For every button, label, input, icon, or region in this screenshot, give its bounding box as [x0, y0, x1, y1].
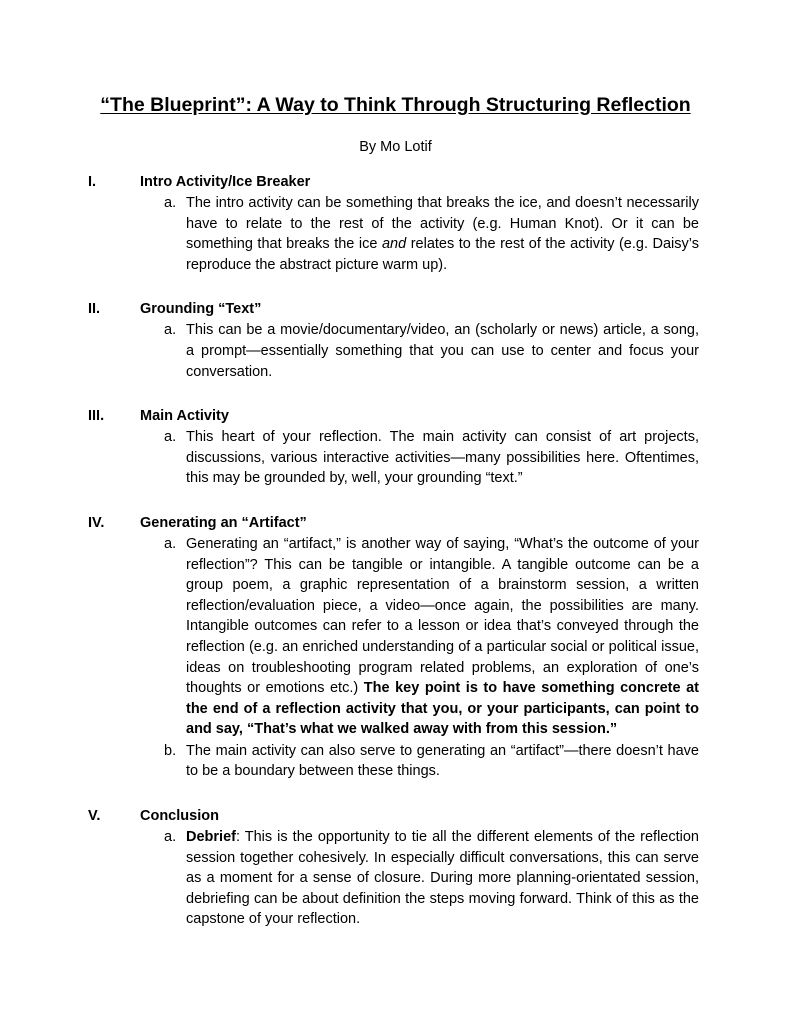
- list-item: [0, 741, 791, 782]
- item-text-key-point: The key point is to have something concrete at the end of a reflection activity that you, or your participants, can point to and say, “That’s what we walked away with from this session.”: [186, 680, 699, 738]
- item-text: [186, 827, 699, 930]
- section-heading: [0, 299, 791, 319]
- item-text-part1: The intro activity can be something that breaks the ice, and doesn’t necessarily have to relate to the rest of the activity (e.g. Human Knot). Or it can be something that breaks the ice: [186, 195, 699, 253]
- item-letter: a.: [164, 829, 177, 846]
- section-heading: [0, 513, 791, 533]
- section-numeral: IV.: [88, 514, 105, 531]
- section-numeral: I.: [88, 174, 97, 190]
- item-text-part2: relates to the rest of the activity (e.g. Daisy’s reproduce the abstract picture warm up).: [186, 236, 699, 273]
- item-letter: a.: [164, 195, 177, 211]
- section-numeral: V.: [88, 808, 101, 825]
- section-numeral: III.: [88, 408, 105, 425]
- item-text-lead: Debrief: [186, 829, 236, 846]
- list-item: [0, 320, 791, 382]
- section-main-activity: [0, 406, 791, 489]
- item-text-emphasis: and: [381, 236, 407, 253]
- item-text: This can be a movie/documentary/video, an (scholarly or news) article, a song, a prompt—essentially something that you can use to center and focus your conversation.: [186, 322, 699, 380]
- document-title: “The Blueprint”: A Way to Think Through Structuring Reflection: [100, 94, 691, 116]
- item-letter: a.: [164, 535, 177, 552]
- list-item: [0, 827, 791, 930]
- section-title: Grounding “Text”: [140, 301, 262, 318]
- section-heading: [0, 406, 791, 426]
- section-grounding-text: [0, 299, 791, 382]
- section-title: Intro Activity/Ice Breaker: [140, 174, 311, 190]
- item-letter: a.: [164, 429, 177, 446]
- item-letter: b.: [164, 742, 177, 759]
- item-letter: a.: [164, 322, 177, 339]
- item-text: [186, 534, 699, 740]
- list-item: [0, 534, 791, 740]
- section-generating-artifact: [0, 513, 791, 782]
- list-item: [0, 427, 791, 489]
- item-text: [186, 193, 699, 275]
- section-numeral: II.: [88, 301, 101, 318]
- section-title: Conclusion: [140, 808, 219, 825]
- item-text-main: Generating an “artifact,” is another way of saying, “What’s the outcome of your reflection”? This can be tangible or intangible. A tangible outcome can be a group poem, a graphic representation of a brainstorm session, a written reflection/evaluation piece, a video—once again, the possibilities are many. Intangible outcomes can refer to a lesson or idea that’s conveyed through the reflection (e.g. an enriched understanding of a particular social or political issue, ideas on troubleshooting program related problems, an exploration of one’s thoughts or emotions etc.): [186, 535, 699, 697]
- item-text: This heart of your reflection. The main activity can consist of art projects, discussions, various interactive activities—many possibilities here. Oftentimes, this may be grounded by, well, your grounding “text.”: [186, 429, 699, 487]
- item-text: The main activity can also serve to generating an “artifact”—there doesn’t have to be a boundary between these things.: [186, 742, 699, 780]
- section-title: Generating an “Artifact”: [140, 514, 307, 531]
- section-heading: [0, 172, 791, 192]
- item-text-main: : This is the opportunity to tie all the different elements of the reflection session together cohesively. In especially difficult conversations, this can serve as a moment for a sense of closure. During more planning-orientated session, debriefing can be about definition the steps moving forward. Think of this as the capstone of your reflection.: [186, 829, 699, 928]
- section-heading: [0, 806, 791, 826]
- section-conclusion: [0, 806, 791, 930]
- document-author: By Mo Lotif: [359, 139, 432, 155]
- section-title: Main Activity: [140, 408, 229, 425]
- list-item: [0, 193, 791, 275]
- section-intro-activity: [0, 172, 791, 275]
